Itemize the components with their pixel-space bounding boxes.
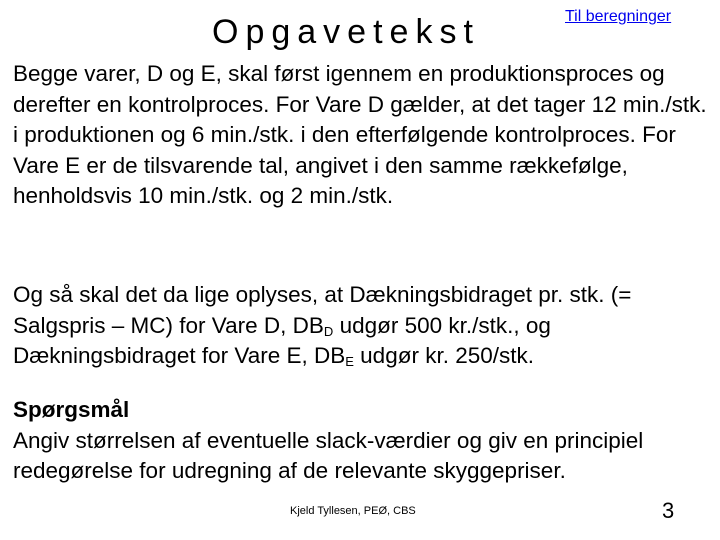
- question-block: [13, 395, 713, 487]
- subscript-e: E: [345, 354, 354, 369]
- subscript-d: D: [323, 323, 334, 339]
- paragraph-part-1: Og så skal det da lige oplyses, at Dækningsbidraget pr. stk. (= Salgspris – MC) for Vare D, DB: [13, 282, 632, 338]
- question-text: Angiv størrelsen af eventuelle slack-værdier og giv en principiel redegørelse for udregning af de relevante skyggepriser.: [13, 427, 644, 483]
- paragraph-part-2: udgør 500 kr./stk., og Dækningsbidraget for Vare E, DB: [13, 312, 551, 368]
- slide-title: Opgavetekst: [212, 13, 480, 51]
- page-number: 3: [662, 498, 675, 523]
- til-beregninger-link[interactable]: Til beregninger: [565, 8, 672, 25]
- paragraph-contribution-margin: [13, 280, 713, 372]
- paragraph-intro: Begge varer, D og E, skal først igennem en produktionsproces og derefter en kontrolproces. For Vare D gælder, at det tager 12 min./stk. i produktionen og 6 min./stk. i den efterfølgende kontrolproces. For Vare E er de tilsvarende tal, angivet i den samme rækkefølge, henholdsvis 10 min./stk. og 2 min./stk.: [13, 61, 707, 208]
- footer-author: Kjeld Tyllesen, PEØ, CBS: [290, 505, 416, 517]
- question-heading: Spørgsmål: [13, 397, 130, 422]
- paragraph-part-3: udgør kr. 250/stk.: [353, 343, 534, 368]
